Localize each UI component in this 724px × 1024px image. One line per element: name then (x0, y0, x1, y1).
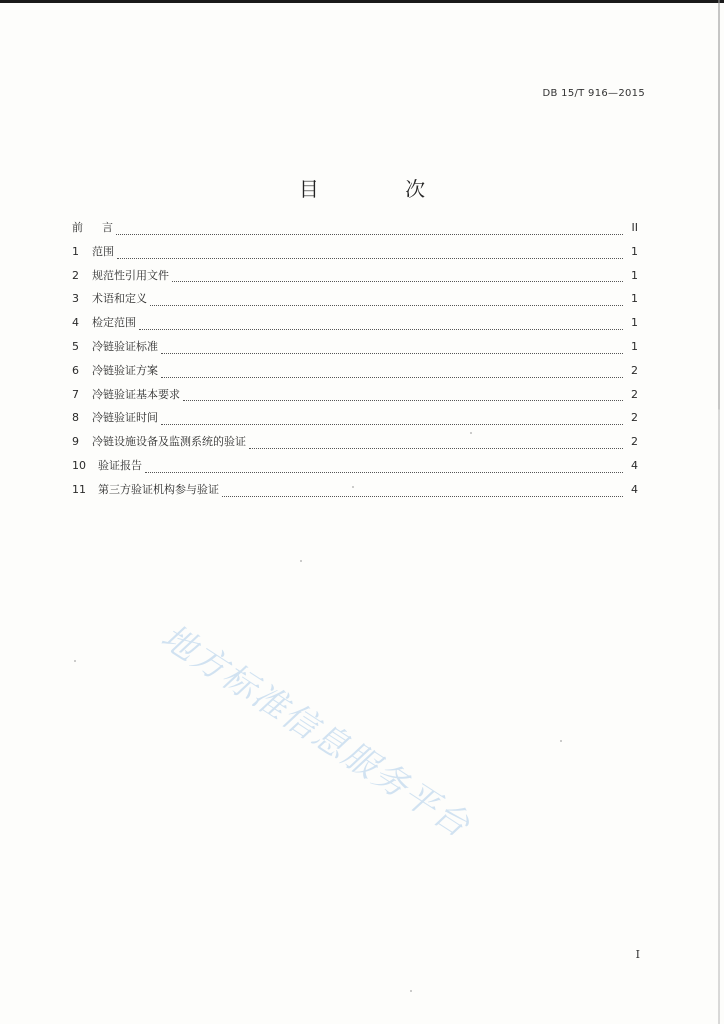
toc-entry-7[interactable] (72, 386, 638, 410)
toc-entry-page: 1 (631, 244, 638, 258)
toc-entry-title: 冷链验证方案 (92, 363, 158, 377)
toc-entry-8[interactable] (72, 409, 638, 433)
toc-leader-dots (145, 471, 623, 473)
toc-entry-number: 4 (72, 316, 79, 330)
toc-entry-page: 4 (631, 482, 638, 496)
toc-entry-3[interactable] (72, 290, 638, 314)
scan-speck (470, 432, 472, 434)
toc-entry-number: 3 (72, 292, 79, 306)
toc-entry-number: 1 (72, 244, 79, 258)
scan-speck (300, 560, 302, 562)
toc-entry-number: 前 (72, 221, 83, 234)
toc-entry-10[interactable] (72, 457, 638, 481)
toc-entry-title: 验证报告 (98, 458, 142, 472)
toc-entry-number: 6 (72, 363, 79, 377)
toc-entry-2[interactable] (72, 267, 638, 291)
toc-entry-5[interactable] (72, 338, 638, 362)
toc-entry-page: 1 (631, 268, 638, 282)
toc-entry-title: 检定范围 (92, 316, 136, 330)
toc-leader-dots (116, 233, 623, 235)
toc-entry-title: 冷链验证基本要求 (92, 387, 180, 401)
toc-title: 目 次 (298, 177, 466, 202)
toc-entry-6[interactable] (72, 362, 638, 386)
toc-entry-title: 冷链设施设备及监测系统的验证 (92, 435, 246, 449)
toc-leader-dots (161, 352, 623, 354)
toc-leader-dots (150, 304, 623, 306)
toc-entry-number: 10 (72, 458, 86, 472)
toc-entry-page: II (631, 221, 638, 234)
toc-entry-title: 冷链验证标准 (92, 339, 158, 353)
scan-speck (352, 486, 354, 488)
toc-entry-number: 5 (72, 339, 79, 353)
toc-entry-number: 8 (72, 411, 79, 425)
toc-entry-page: 2 (631, 435, 638, 449)
toc-entry-number: 9 (72, 435, 79, 449)
toc-leader-dots (249, 447, 623, 449)
toc-leader-dots (183, 399, 623, 401)
toc-entry-title: 第三方验证机构参与验证 (98, 482, 219, 496)
toc-entry-4[interactable] (72, 314, 638, 338)
toc-entry-title: 言 (102, 221, 113, 234)
toc-leader-dots (139, 328, 623, 330)
scan-top-border (0, 0, 724, 3)
scan-speck (410, 990, 412, 992)
toc-entry-page: 4 (631, 458, 638, 472)
toc-entry-number: 7 (72, 387, 79, 401)
toc-entry-11[interactable] (72, 481, 638, 505)
toc-entry-page: 1 (631, 339, 638, 353)
toc-leader-dots (172, 280, 623, 282)
toc-leader-dots (161, 423, 623, 425)
toc-leader-dots (161, 376, 623, 378)
toc-entry-page: 2 (631, 387, 638, 401)
toc-entry-page: 2 (631, 411, 638, 425)
scan-right-edge (718, 0, 720, 1024)
toc-entry-title: 范围 (92, 244, 114, 258)
toc-entry-1[interactable] (72, 243, 638, 267)
watermark: 地方标准信息服务平台 (153, 616, 478, 847)
toc-entry-page: 2 (631, 363, 638, 377)
page-number: I (635, 948, 640, 961)
scan-speck (74, 660, 76, 662)
toc-leader-dots (222, 495, 623, 497)
toc-entry-page: 1 (631, 292, 638, 306)
toc-entry-title: 规范性引用文件 (92, 268, 169, 282)
scan-speck (560, 740, 562, 742)
toc-leader-dots (117, 257, 623, 259)
toc-entry-number: 2 (72, 268, 79, 282)
toc-entry-9[interactable] (72, 433, 638, 457)
table-of-contents (72, 219, 638, 505)
toc-entry-number: 11 (72, 482, 86, 496)
toc-entry-title: 冷链验证时间 (92, 411, 158, 425)
toc-entry-page: 1 (631, 316, 638, 330)
toc-entry-foreword[interactable] (72, 219, 638, 243)
toc-entry-title: 术语和定义 (92, 292, 147, 306)
document-code: DB 15/T 916—2015 (542, 88, 645, 99)
